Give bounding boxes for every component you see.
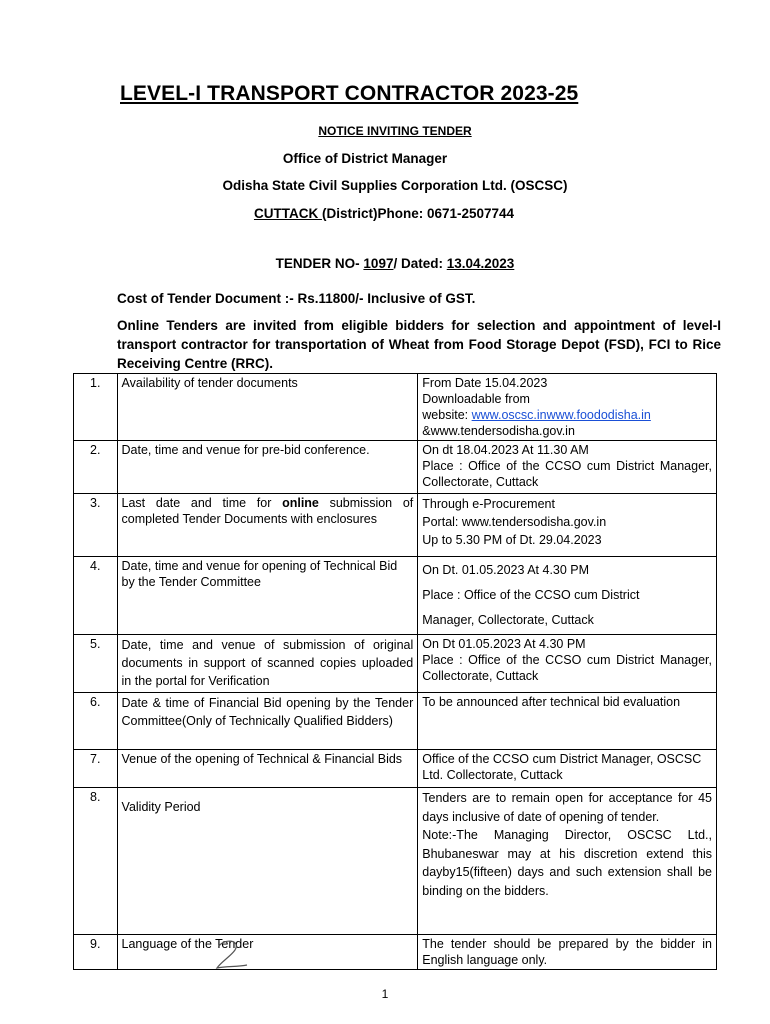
row-value (418, 635, 717, 693)
row-number: 9. (74, 935, 118, 970)
page-number: 1 (381, 987, 389, 1001)
table-row (74, 788, 717, 935)
row-number: 5. (74, 635, 118, 693)
row-description (117, 494, 418, 557)
desc-text: Validity Period (121, 800, 201, 814)
row-value: The tender should be prepared by the bidder in English language only. (418, 935, 717, 970)
tender-number-line (10, 256, 770, 271)
district-name: CUTTACK (253, 206, 322, 221)
row-description: Date, time and venue for pre-bid conference. (117, 441, 418, 494)
table-row (74, 693, 717, 750)
value-line: Portal: www.tendersodisha.gov.in (422, 515, 607, 529)
value-line: Place : Office of the CCSO cum District (422, 588, 640, 602)
notice-heading: NOTICE INVITING TENDER (318, 124, 472, 138)
row-value: To be announced after technical bid evaluation (418, 693, 717, 750)
tender-number: 1097 (363, 256, 394, 271)
value-note: Note:-The Managing Director, OSCSC Ltd., Bhubaneswar may at his discretion extend this dayby15(fifteen) days and such extension shall be binding on the bidders. (422, 828, 712, 898)
office-line: Office of District Manager (282, 151, 448, 166)
value-line: Up to 5.30 PM of Dt. 29.04.2023 (422, 533, 602, 547)
row-number: 4. (74, 557, 118, 635)
table-row (74, 750, 717, 788)
value-line: On Dt. 01.05.2023 At 4.30 PM (422, 563, 590, 577)
district-phone-line (0, 206, 769, 221)
value-line: On Dt 01.05.2023 At 4.30 PM (422, 637, 586, 651)
website-label: website: (422, 408, 472, 422)
desc-text: Last date and time for (121, 496, 283, 510)
table-row (74, 441, 717, 494)
value-line: Tenders are to remain open for acceptance for 45 days inclusive of date of opening of tender. (422, 791, 712, 824)
cost-of-tender: Cost of Tender Document :- Rs.11800/- Inclusive of GST. (117, 291, 476, 306)
row-description: Availability of tender documents (117, 374, 418, 441)
row-value (418, 374, 717, 441)
row-value (418, 788, 717, 935)
tender-schedule-table (73, 373, 717, 970)
row-value (418, 494, 717, 557)
value-line: Downloadable from (422, 392, 530, 406)
row-number: 1. (74, 374, 118, 441)
table-row (74, 374, 717, 441)
table-row (74, 557, 717, 635)
table-row (74, 494, 717, 557)
row-description: Date, time and venue for opening of Technical Bid by the Tender Committee (117, 557, 418, 635)
tender-date: 13.04.2023 (446, 256, 515, 271)
handwritten-mark (211, 936, 251, 972)
row-number: 7. (74, 750, 118, 788)
value-line: Through e-Procurement (422, 497, 555, 511)
row-number: 8. (74, 788, 118, 935)
corporation-line: Odisha State Civil Supplies Corporation Ltd. (OSCSC) (222, 178, 568, 193)
desc-text: submission of completed Tender Documents with enclosures (121, 496, 414, 526)
value-line: On dt 18.04.2023 At 11.30 AM (422, 443, 589, 457)
row-description: Date & time of Financial Bid opening by the Tender Committee(Only of Technically Qualified Bidders) (117, 693, 418, 750)
row-value (418, 441, 717, 494)
row-value (418, 557, 717, 635)
row-number: 2. (74, 441, 118, 494)
row-description: Language of the Tender (117, 935, 418, 970)
value-line: From Date 15.04.2023 (422, 376, 548, 390)
value-line: Place : Office of the CCSO cum District Manager, Collectorate, Cuttack (422, 653, 712, 683)
desc-emphasis: online (282, 496, 319, 510)
value-line: &www.tendersodisha.gov.in (422, 424, 575, 438)
row-description: Date, time and venue of submission of original documents in support of scanned copies uploaded in the portal for Verification (117, 635, 418, 693)
district-phone: (District)Phone: 0671-2507744 (321, 206, 515, 221)
website-line (422, 407, 712, 423)
website-link[interactable]: www.oscsc.inwww.foododisha.in (471, 408, 651, 422)
value-line: Place : Office of the CCSO cum District Manager, Collectorate, Cuttack (422, 459, 712, 489)
value-line: Manager, Collectorate, Cuttack (422, 613, 594, 627)
row-description: Venue of the opening of Technical & Financial Bids (117, 750, 418, 788)
table-row (74, 635, 717, 693)
row-number: 3. (74, 494, 118, 557)
row-description (117, 788, 418, 935)
tender-dated-label: / Dated: (393, 256, 447, 271)
table-row (74, 935, 717, 970)
row-value: Office of the CCSO cum District Manager, OSCSC Ltd. Collectorate, Cuttack (418, 750, 717, 788)
intro-paragraph: Online Tenders are invited from eligible bidders for selection and appointment of level-I transport contractor for transportation of Wheat from Food Storage Depot (FSD), FCI to Rice Receiving Centre (RRC). (117, 318, 721, 371)
document-title: LEVEL-I TRANSPORT CONTRACTOR 2023-25 (120, 82, 579, 105)
tender-prefix: TENDER NO- (275, 256, 364, 271)
row-number: 6. (74, 693, 118, 750)
